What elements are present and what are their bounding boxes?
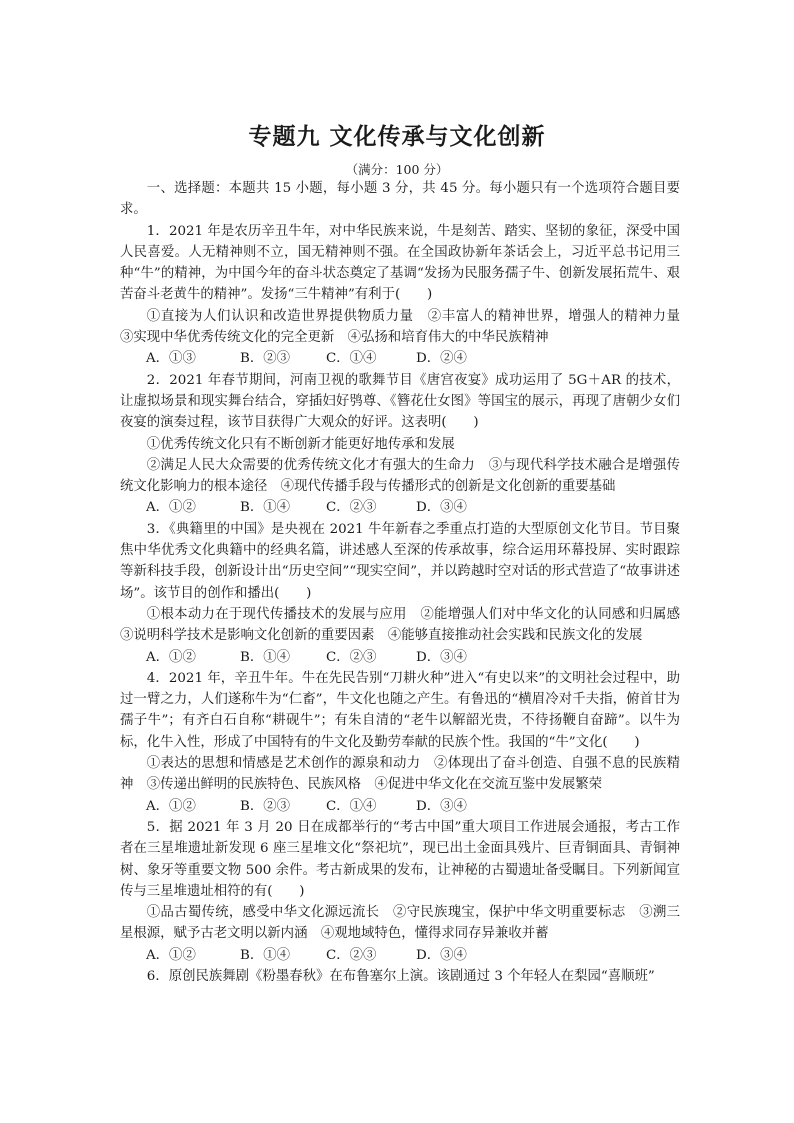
- question-1-stem: 1．2021 年是农历辛丑牛年，对中华民族来说，牛是刻苦、踏实、坚韧的象征，深受中国人民喜爱。人无精神则不立，国无精神则不强。在全国政协新年茶话会上，习近平总书记用三种“牛”的精神，为中国今年的奋斗状态奠定了基调“发扬为民服务孺子牛、创新发展拓荒牛、艰苦奋斗老黄牛的精神”。发扬“三牛精神”有利于( ): [120, 223, 680, 303]
- question-1-statements: ①直接为人们认识和改造世界提供物质力量 ②丰富人的精神世界，增强人的精神力量 ③实现中华优秀传统文化的完全更新 ④弘扬和培育伟大的中华民族精神: [120, 308, 694, 346]
- option-c: C．②③: [326, 500, 377, 516]
- section-intro: 一、选择题：本题共 15 小题，每小题 3 分，共 45 分。每小题只有一个选项符合题目要求。: [120, 181, 680, 218]
- option-c: C．②③: [326, 947, 377, 963]
- question-6-stem: 6．原创民族舞剧《粉墨春秋》在布鲁塞尔上演。该剧通过 3 个年轻人在梨园“喜顺班”: [146, 968, 655, 984]
- question-3-stem: 3．《典籍里的中国》是央视在 2021 牛年新春之季重点打造的大型原创文化节目。节目聚焦中华优秀文化典籍中的经典名篇，讲述感人至深的传承故事，综合运用环幕投屏、实时跟踪等新科技手段，创新设计出“历史空间”“现实空间”，并以跨越时空对话的形式营造了“故事讲述场”。该节目的创作和播出( ): [120, 521, 680, 601]
- question-3-options: [120, 647, 680, 668]
- question-3-statements: ①根本动力在于现代传播技术的发展与应用 ②能增强人们对中华文化的认同感和归属感 ③说明科学技术是影响文化创新的重要因素 ④能够直接推动社会实践和民族文化的发展: [120, 606, 694, 644]
- option-b: B．②③: [240, 798, 291, 814]
- option-d: D．③④: [416, 947, 467, 963]
- option-c: C．①④: [326, 798, 377, 814]
- option-b: B．①④: [240, 500, 291, 516]
- option-a: A．①②: [146, 798, 196, 814]
- option-a: A．①③: [146, 351, 196, 367]
- option-b: B．②③: [240, 351, 291, 367]
- question-5-options: [120, 945, 680, 966]
- question-section: [120, 178, 694, 987]
- question-2-statements: ①优秀传统文化只有不断创新才能更好地传承和发展: [146, 436, 455, 452]
- question-5-stem: 5．据 2021 年 3 月 20 日在成都举行的“考古中国”重大项目工作进展会通报，考古工作者在三星堆遗址新发现 6 座三星堆文化“祭祀坑”，现已出土金面具残片、巨青铜面具、青铜神树、象牙等重要文物 500 余件。考古新成果的发布，让神秘的古蜀遗址备受瞩目。下列新闻宣传与三星堆遗址相符的有( ): [120, 819, 680, 899]
- option-a: A．①②: [146, 500, 196, 516]
- question-2-statements-cont: ②满足人民大众需要的优秀传统文化才有强大的生命力 ③与现代科学技术融合是增强传统文化影响力的根本途径 ④现代传播手段与传播形式的创新是文化创新的重要基础: [120, 457, 680, 495]
- option-d: D．③④: [416, 798, 467, 814]
- option-d: D．②④: [416, 351, 467, 367]
- question-1-options: [120, 348, 680, 369]
- option-b: B．①④: [240, 947, 291, 963]
- question-4-options: [120, 796, 680, 817]
- option-d: D．③④: [416, 649, 467, 665]
- option-d: D．③④: [416, 500, 467, 516]
- page-title: 专题九 文化传承与文化创新: [248, 124, 546, 150]
- option-a: A．①②: [146, 947, 196, 963]
- full-score-note: （满分：100 分）: [345, 162, 449, 177]
- option-c: C．①④: [326, 351, 377, 367]
- question-2-stem: 2．2021 年春节期间，河南卫视的歌舞节目《唐宫夜宴》成功运用了 5G＋AR 的技术，让虚拟场景和现实舞台结合，穿插妇好鸮尊、《簪花仕女图》等国宝的展示，再现了唐朝少女们夜宴的演奏过程，该节目获得广大观众的好评。这表明( ): [120, 372, 680, 431]
- option-a: A．①②: [146, 649, 196, 665]
- question-4-stem: 4．2021 年，辛丑牛年。牛在先民告别“刀耕火种”进入“有史以来”的文明社会过程中，助过一臂之力，人们遂称牛为“仁畜”，牛文化也随之产生。有鲁迅的“横眉冷对千夫指，俯首甘为孺子牛”；有齐白石自称“耕砚牛”；有朱自清的“老牛以解韶光贵，不待扬鞭自奋蹄”。以牛为标，化牛入性，形成了中国特有的牛文化及勤劳奉献的民族个性。我国的“牛”文化( ): [120, 670, 680, 750]
- question-4-statements: ①表达的思想和情感是艺术创作的源泉和动力 ②体现出了奋斗创造、自强不息的民族精神 ③传递出鲜明的民族特色、民族风格 ④促进中华文化在交流互鉴中发展繁荣: [120, 756, 680, 793]
- option-b: B．①④: [240, 649, 291, 665]
- question-5-statements: ①品古蜀传统，感受中华文化源远流长 ②守民族瑰宝，保护中华文明重要标志 ③溯三星根源，赋予古老文明以新内涵 ④观地域特色，懂得求同存异兼收并蓄: [120, 905, 680, 942]
- option-c: C．②③: [326, 649, 377, 665]
- question-2-options: [120, 497, 680, 518]
